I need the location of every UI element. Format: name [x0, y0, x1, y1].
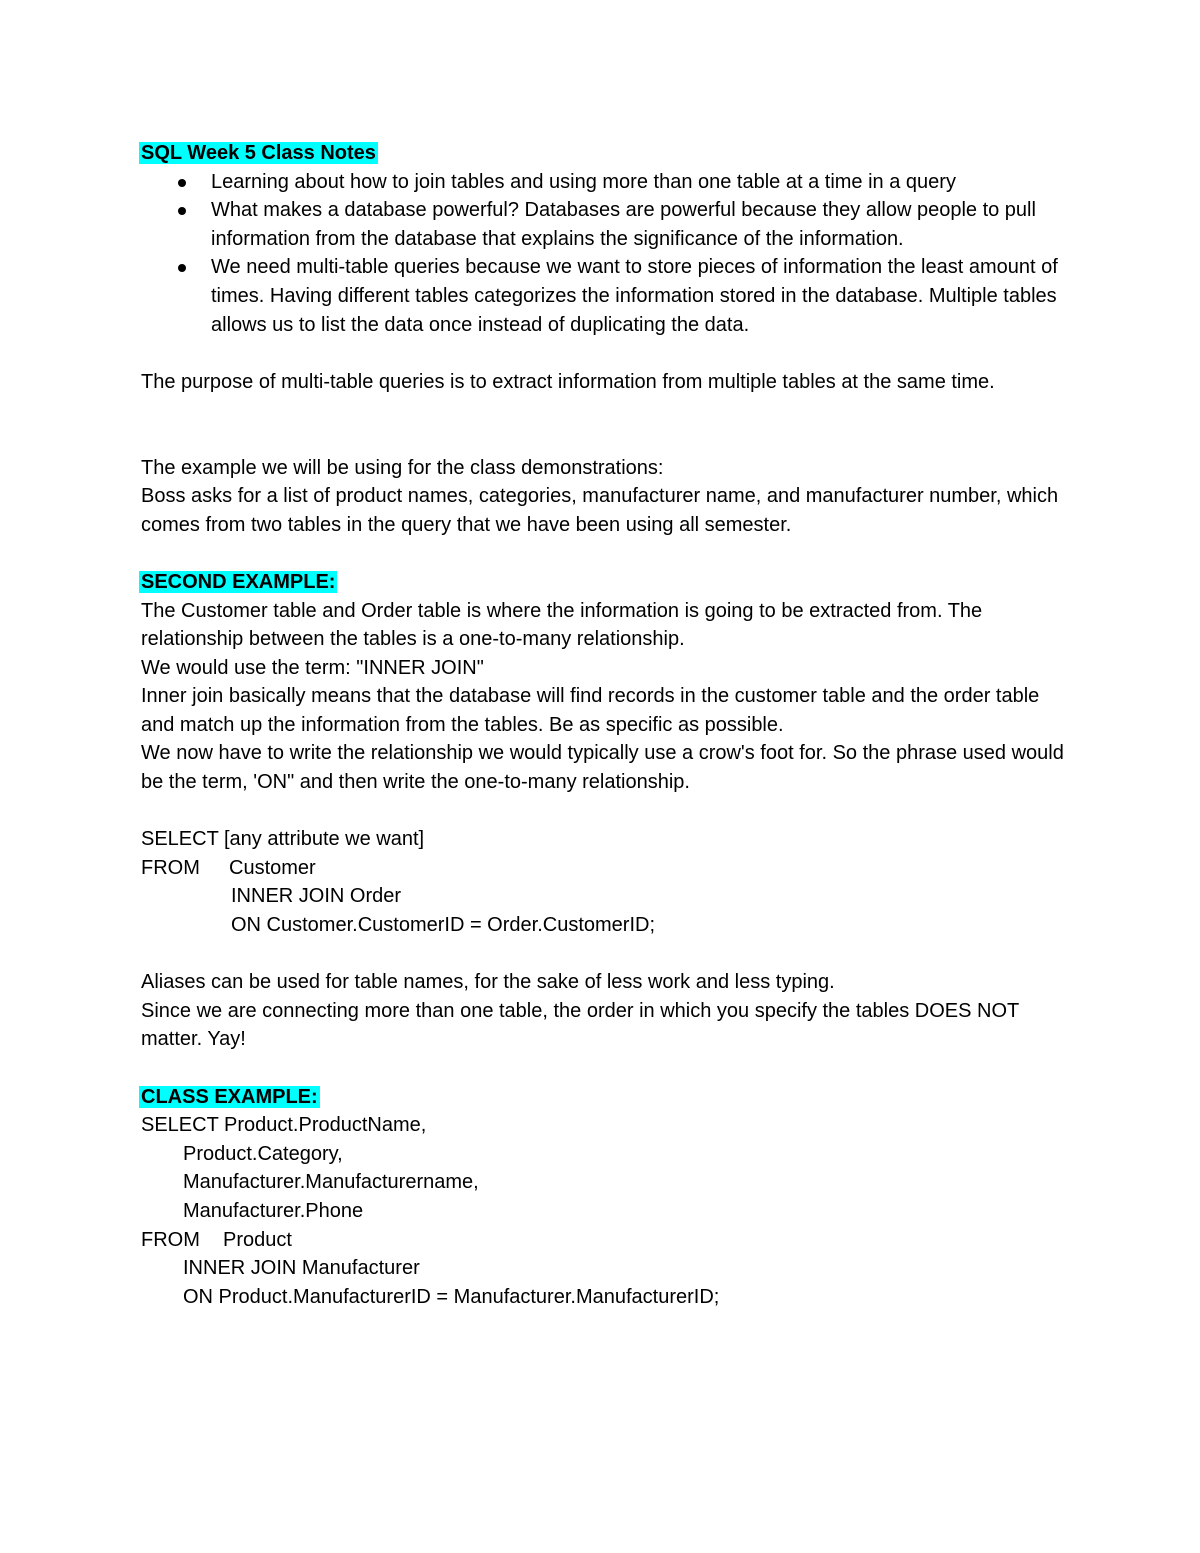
code-from-table: Customer: [229, 856, 316, 879]
code-column-line: Product.Category,: [183, 1142, 343, 1165]
second-example-line: We now have to write the relationship we would typically use a crow's foot for. So the phrase used would be the term, 'ON" and then write the one-to-many relationship.: [141, 742, 1064, 794]
list-item: [141, 196, 1071, 253]
list-item-text: What makes a database powerful? Databases are powerful because they allow people to pull information from the database that explains the significance of the information.: [211, 199, 1036, 250]
bullet-icon: [178, 264, 186, 272]
example-description: Boss asks for a list of product names, categories, manufacturer name, and manufacturer number, which comes from two tables in the query that we have been using all semester.: [141, 485, 1059, 536]
list-item-text: We need multi-table queries because we want to store pieces of information the least amount of times. Having different tables categorizes the information stored in the database. Multiple tables allows us to list the data once instead of duplicating the data.: [211, 256, 1058, 336]
second-example-highlight: SECOND EXAMPLE:: [141, 570, 336, 593]
code-select-line: SELECT Product.ProductName,: [141, 1114, 427, 1137]
class-example-highlight: CLASS EXAMPLE:: [141, 1085, 318, 1108]
example-intro: The example we will be using for the class demonstrations:: [141, 456, 664, 479]
code-join-line: INNER JOIN Order: [231, 885, 402, 908]
list-item: [141, 168, 1071, 197]
list-item-text: Learning about how to join tables and using more than one table at a time in a query: [211, 170, 956, 193]
title-highlight: SQL Week 5 Class Notes: [141, 142, 376, 164]
second-example-line: We would use the term: "INNER JOIN": [141, 656, 484, 679]
page-title: [141, 139, 1071, 168]
notes-bullet-list: [141, 168, 1071, 340]
second-example-heading: [141, 568, 1071, 597]
code-from-table: Product: [223, 1228, 292, 1251]
code-column-line: Manufacturer.Phone: [183, 1199, 364, 1222]
code-from-keyword: FROM: [141, 1228, 200, 1251]
sql-code-block-product: [141, 1111, 1071, 1311]
order-paragraph: Since we are connecting more than one table, the order in which you specify the tables DOES NOT matter. Yay!: [141, 999, 1019, 1051]
purpose-paragraph: The purpose of multi-table queries is to extract information from multiple tables at the same time.: [141, 370, 995, 393]
list-item: [141, 253, 1071, 339]
class-example-heading: [141, 1083, 1071, 1112]
code-on-line: ON Customer.CustomerID = Order.CustomerID;: [231, 914, 656, 937]
code-column-line: Manufacturer.Manufacturername,: [183, 1171, 479, 1194]
second-example-line: The Customer table and Order table is where the information is going to be extracted from. The relationship between the tables is a one-to-many relationship.: [141, 599, 983, 651]
code-join-line: INNER JOIN Manufacturer: [183, 1257, 420, 1280]
code-select-line: SELECT [any attribute we want]: [141, 828, 425, 851]
sql-code-block-customer: [141, 825, 1071, 939]
bullet-icon: [178, 179, 186, 187]
bullet-icon: [178, 207, 186, 215]
document-page: [141, 139, 1071, 1311]
code-from-line: [141, 1226, 1071, 1255]
code-on-line: ON Product.ManufacturerID = Manufacturer.ManufacturerID;: [183, 1285, 720, 1308]
second-example-line: Inner join basically means that the database will find records in the customer table and the order table and match up the information from the tables. Be as specific as possible.: [141, 685, 1040, 736]
code-from-keyword: FROM: [141, 856, 200, 879]
code-from-line: [141, 854, 1071, 883]
aliases-paragraph: Aliases can be used for table names, for the sake of less work and less typing.: [141, 971, 835, 994]
